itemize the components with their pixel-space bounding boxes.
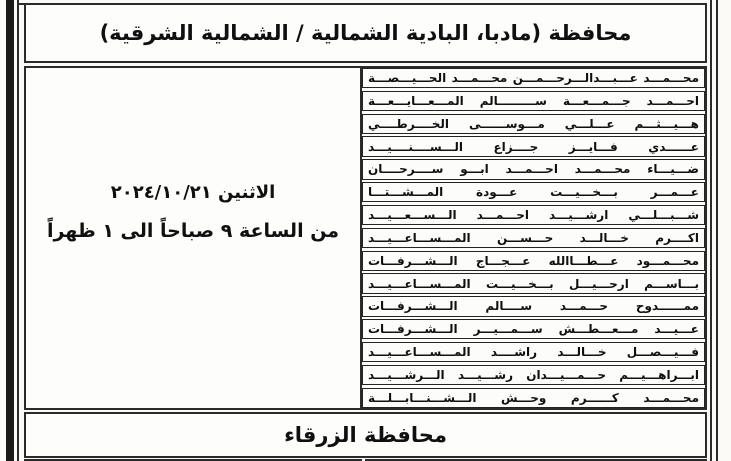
name-text: بـــاســـم ارحـــيـــل بـــخـــيـــت المـــســـاعـــيـــد (368, 276, 699, 291)
governorate-header-title: محافظة (مادبا، البادية الشمالية / الشمالية الشرقية) (99, 21, 632, 45)
schedule-cell (26, 68, 360, 408)
name-text: عـــيـــد مـــعـــطـــش ســـمـــيـــر الـــشـــرفـــات (368, 322, 699, 337)
name-row (362, 388, 705, 408)
schedule-table (24, 66, 707, 410)
name-text: محـــمـــود عـــطـــاالله عـــجـــاج الـــشـــرفـــات (368, 253, 699, 268)
name-row (362, 114, 705, 134)
zarqa-header-title: محافظة الزرقاء (284, 423, 447, 447)
name-row (362, 91, 705, 111)
name-row (362, 365, 705, 385)
name-text: شـــبـــلـــي ارشـــيـــد احـــمـــد الـــســـعـــيـــد (368, 208, 699, 223)
name-text: محـــمـــد كــــــرم وحـــش الـــشـــنـــابـــلـــة (368, 390, 699, 405)
name-row (362, 68, 705, 88)
name-text: ابـــراهـــيـــم حـــمـــيـــدان رشـــيـــد الـــرشـــيـــد (368, 367, 699, 382)
name-row (362, 273, 705, 293)
name-text: عـــمـــر بـــخـــيـــت عـــودة المـــشـــتـــا (368, 185, 699, 200)
name-row (362, 342, 705, 362)
right-outer-border-line (716, 0, 718, 461)
name-row (362, 205, 705, 225)
name-text: هـــيـــثـــم عـــلـــي مـــوســــــى الخــــرطــــي (368, 116, 699, 131)
schedule-date-line: الاثنين ٢٠٢٤/١٠/٢١ (110, 182, 276, 203)
left-inner-border-line (17, 0, 19, 461)
name-text: محـــمـــد عـــبـــدالـــرحـــمـــن محـــمـــد الحـــيـــصـــة (368, 71, 699, 86)
right-inner-border-line (710, 0, 712, 461)
name-text: عــــــدي فـــايـــز جــــزاع الـــســــنــــيـــد (368, 139, 699, 154)
name-text: فـــيـــصـــل خـــالـــد راشــــد المـــســـاعـــيـــد (368, 345, 699, 360)
name-row (362, 182, 705, 202)
name-row (362, 228, 705, 248)
name-row (362, 296, 705, 316)
governorate-header-cell (24, 3, 707, 63)
name-row (362, 136, 705, 156)
left-outer-border-bar (6, 0, 14, 461)
names-column (360, 68, 705, 408)
name-row (362, 251, 705, 271)
name-row (362, 319, 705, 339)
zarqa-header-cell (24, 412, 707, 458)
name-text: اكــــرم خـــالـــد حـــســـن المـــســـاعـــيـــد (368, 230, 699, 245)
name-text: ممــــــدوح حـــمـــد ســــالم الـــشـــرفـــات (368, 299, 699, 314)
name-row (362, 159, 705, 179)
name-text: احـــمـــد جـــمـــعـــة ســـــــــالم المـــعـــايـــعـــة (368, 93, 699, 108)
schedule-time-line: من الساعة ٩ صباحاً الى ١ ظهراً (46, 220, 340, 242)
name-text: ضـــيـــاء محـــمـــد احـــمـــد ابـــو ســــرحــــان (368, 162, 699, 177)
